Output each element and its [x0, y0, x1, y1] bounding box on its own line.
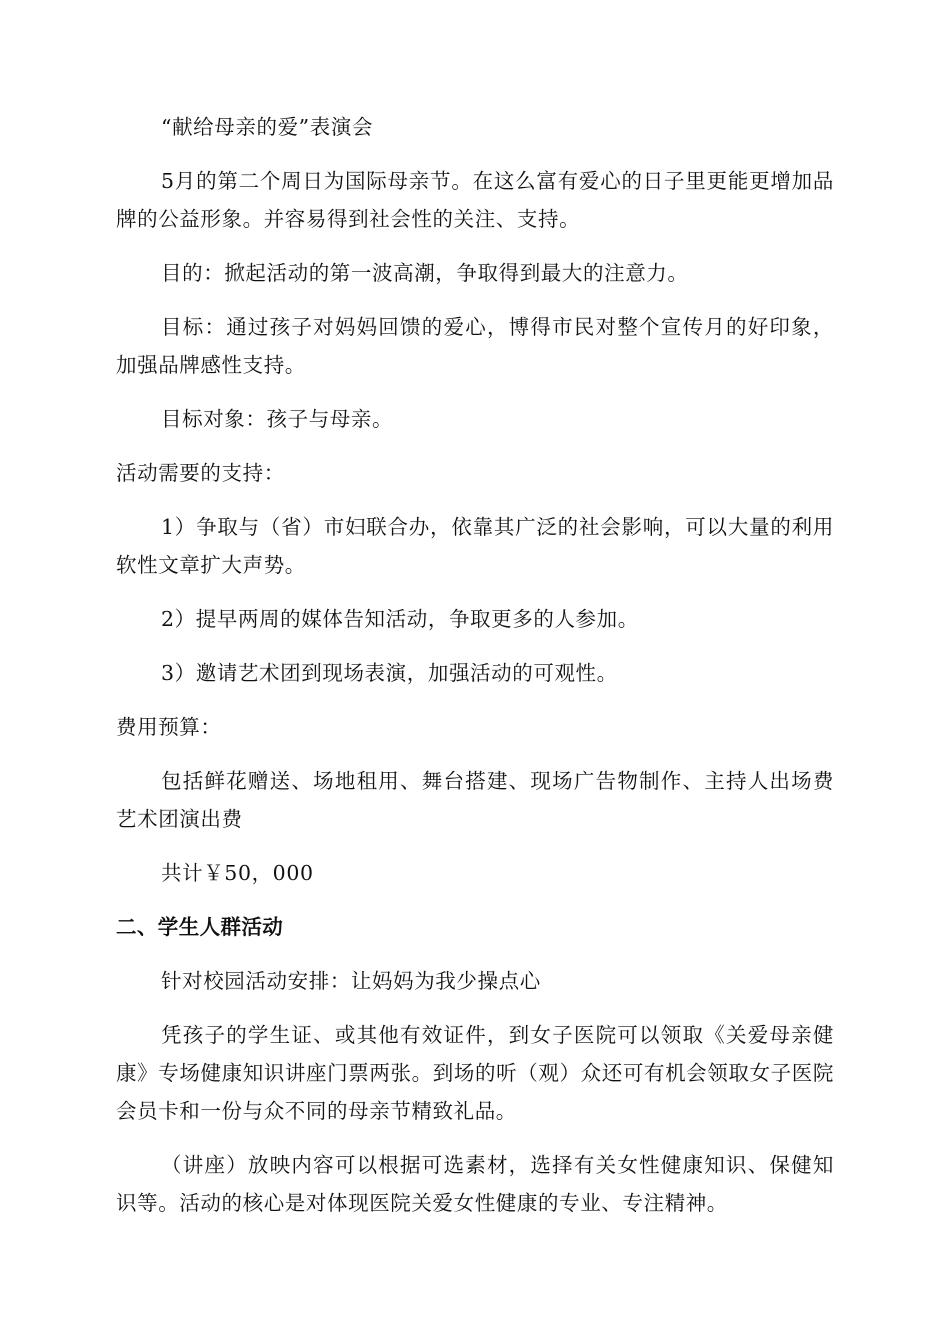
- support-item-3: 3）邀请艺术团到现场表演，加强活动的可观性。: [161, 661, 618, 685]
- paragraph-lecture-content: （讲座）放映内容可以根据可选素材，选择有关女性健康知识、保健知识等。活动的核心是对体现医院关爱女性健康的专业、专注精神。: [116, 1153, 834, 1215]
- section-label-support: 活动需要的支持：: [116, 461, 285, 485]
- paragraph-intro: 5月的第二个周日为国际母亲节。在这么富有爱心的日子里更能更增加品牌的公益形象。并容易得到社会性的关注、支持。: [116, 169, 834, 231]
- budget-total: 共计￥50，000: [161, 861, 314, 885]
- paragraph-goal: 目标：通过孩子对妈妈回馈的爱心，博得市民对整个宣传月的好印象，加强品牌感性支持。: [116, 315, 834, 377]
- budget-items: 包括鲜花赠送、场地租用、舞台搭建、现场广告物制作、主持人出场费艺术团演出费: [116, 769, 834, 831]
- paragraph-campus-arrangement: 针对校园活动安排：让妈妈为我少操点心: [161, 969, 541, 993]
- paragraph-target-audience: 目标对象：孩子与母亲。: [161, 407, 394, 431]
- support-item-2: 2）提早两周的媒体告知活动，争取更多的人参加。: [161, 607, 639, 631]
- support-item-1: 1）争取与（省）市妇联合办，依靠其广泛的社会影响，可以大量的利用软性文章扩大声势。: [116, 515, 834, 577]
- paragraph-purpose: 目的：掀起活动的第一波高潮，争取得到最大的注意力。: [161, 261, 689, 285]
- paragraph-student-id: 凭孩子的学生证、或其他有效证件，到女子医院可以领取《关爱母亲健康》专场健康知识讲座门票两张。到场的听（观）众还可有机会领取女子医院会员卡和一份与众不同的母亲节精致礼品。: [116, 1023, 834, 1123]
- section-heading-students: 二、学生人群活动: [116, 915, 284, 939]
- event-title: “献给母亲的爱”表演会: [161, 115, 374, 139]
- section-label-budget: 费用预算：: [116, 715, 222, 739]
- document-body: [116, 108, 834, 1238]
